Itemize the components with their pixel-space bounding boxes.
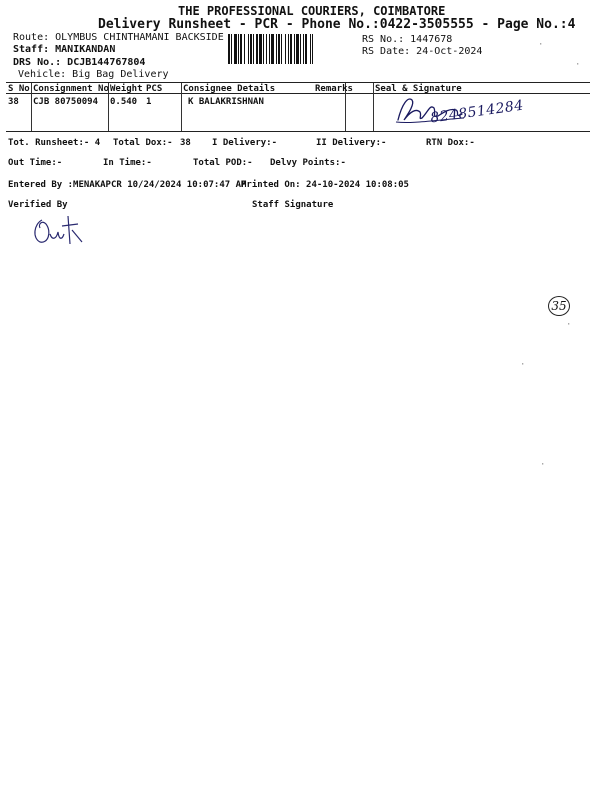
col-header-weight: Weight [110, 84, 143, 94]
tot-runsheet: Tot. Runsheet:- 4 [8, 138, 101, 148]
rs-date: RS Date: 24-Oct-2024 [362, 46, 483, 57]
table-top-rule [6, 82, 590, 83]
out-time: Out Time:- [8, 158, 63, 168]
speck-mark: · [540, 460, 546, 470]
col-header-consignee: Consignee Details [183, 84, 276, 94]
in-time: In Time:- [103, 158, 152, 168]
cell-sno: 38 [8, 97, 19, 107]
cell-weight: 0.540 [110, 97, 138, 107]
col-header-consignment: Consignment No [33, 84, 109, 94]
col-divider [181, 83, 182, 131]
col-header-pcs: PCS [146, 84, 163, 94]
route-text: Route: OLYMBUS CHINTHAMANI BACKSIDE [13, 32, 224, 43]
printed-on: Printed On: 24-10-2024 10:08:05 [241, 180, 409, 190]
circled-page-number: 35 [548, 296, 570, 316]
i-delivery: I Delivery:- [212, 138, 278, 148]
col-header-seal: Seal & Signature [375, 84, 462, 94]
speck-mark: · [520, 360, 526, 370]
speck-mark: · [575, 60, 581, 70]
table-bottom-rule [6, 131, 590, 132]
cell-pcs: 1 [146, 97, 152, 107]
verified-by: Verified By [8, 200, 68, 210]
staff-text: Staff: MANIKANDAN [13, 44, 116, 55]
rs-number: RS No.: 1447678 [362, 34, 453, 45]
total-dox-label: Total Dox:- [113, 138, 173, 148]
col-divider [31, 83, 32, 131]
verifier-initials [28, 210, 86, 252]
speck-mark: · [538, 40, 544, 50]
total-dox-value: 38 [180, 138, 191, 148]
col-header-remarks: Remarks [315, 84, 353, 94]
delivery-points: Delvy Points:- [270, 158, 346, 168]
ii-delivery: II Delivery:- [316, 138, 387, 148]
barcode [228, 34, 356, 64]
runsheet-title: Delivery Runsheet - PCR - Phone No.:0422-3505555 - Page No.:4 [98, 17, 576, 32]
col-divider [373, 83, 374, 131]
cell-consignee: K BALAKRISHNAN [188, 97, 264, 107]
handwritten-phone: 8248514284 [429, 97, 525, 127]
total-pod: Total POD:- [193, 158, 253, 168]
drs-number: DRS No.: DCJB144767804 [13, 57, 146, 68]
vehicle-text: Vehicle: Big Bag Delivery [18, 69, 169, 80]
col-header-sno: S No [8, 84, 30, 94]
speck-mark: · [566, 320, 572, 330]
entered-by: Entered By :MENAKAPCR 10/24/2024 10:07:47 AM [8, 180, 247, 190]
rtn-dox: RTN Dox:- [426, 138, 475, 148]
staff-signature-label: Staff Signature [252, 200, 334, 210]
cell-consignment: CJB 80750094 [33, 97, 99, 107]
company-name: THE PROFESSIONAL COURIERS, COIMBATORE [178, 4, 446, 18]
